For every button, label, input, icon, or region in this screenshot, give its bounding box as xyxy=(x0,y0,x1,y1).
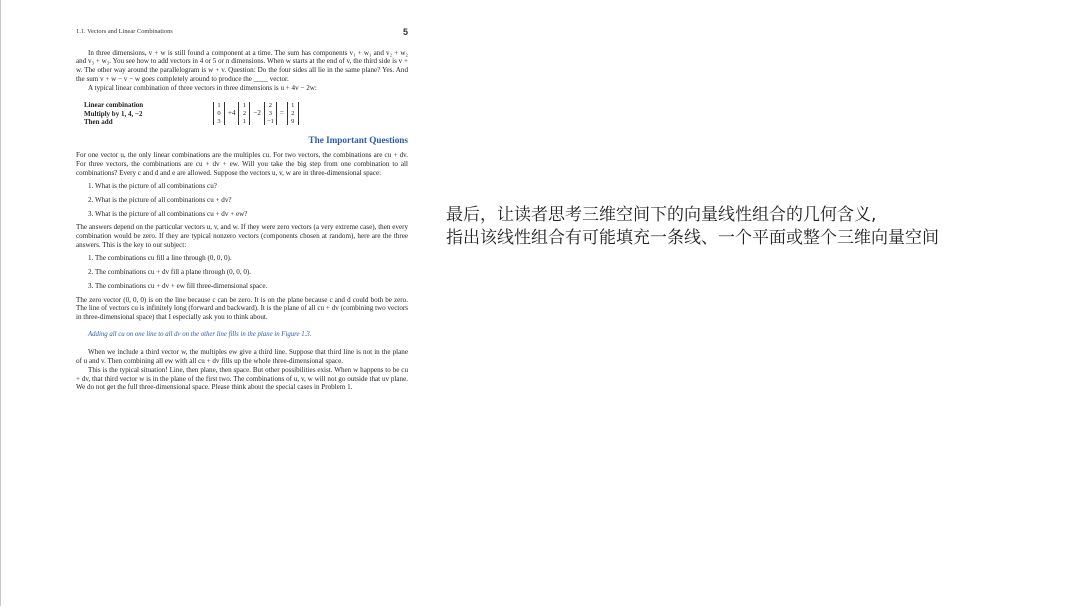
figure-caption: Adding all cu on one line to all dv on the other line fills in the plane in Figure 1.3. xyxy=(88,330,312,338)
paragraph-three-dimensions: In three dimensions, v + w is still found a component at a time. The sum has components v₁ + w₁ and v₂ + w₂ and v₃ + w₃. You see how to add vectors in 4 or 5 or n dimensions. When w starts at the end of v, the third side is v + w. The other way around the parallelogram is w + v. Question: Do the four sides all lie in the same plane? Yes. And the sum v + w − v − w goes completely around to produce the ____ vector. xyxy=(76,48,408,83)
operator: = xyxy=(279,109,284,118)
textbook-page xyxy=(76,28,408,392)
running-head: 1.1. Vectors and Linear Combinations xyxy=(76,28,173,35)
paragraph-zero-vector: The zero vector (0, 0, 0) is on the line because c can be zero. It is on the plane because c and d could both be zero. The line of vectors cu is infinitely long (forward and backward). It is the plane of all cu + dv (combining two vectors in three-dimensional space) that I especially ask you to think about. xyxy=(76,295,408,321)
answer-list xyxy=(88,254,408,290)
operator: +4 xyxy=(228,109,236,118)
paragraph-typical-combination: A typical linear combination of three vectors in three dimensions is u + 4v − 2w: xyxy=(88,83,317,92)
question-item: 3. What is the picture of all combinations cu + dv + ew? xyxy=(88,209,248,218)
question-item: 1. What is the picture of all combinations cu? xyxy=(88,182,217,191)
section-title: The Important Questions xyxy=(308,135,408,146)
page-header xyxy=(76,28,408,37)
page-number: 5 xyxy=(402,27,408,37)
answer-item: 1. The combinations cu fill a line through (0, 0, 0). xyxy=(88,254,232,263)
vector-u: 1 0 3 xyxy=(213,102,225,125)
vector-v: 1 2 1 xyxy=(238,102,250,125)
annotation-line-1: 最后，让读者思考三维空间下的向量线性组合的几何含义, xyxy=(446,205,877,225)
question-list xyxy=(88,182,408,218)
linear-combination-labels xyxy=(84,101,212,126)
paragraph-typical-situation: This is the typical situation! Line, then plane, then space. But other possibilities exist. When w happens to be cu + dv, that third vector w is in the plane of the first two. The combinations of u, v, w will not go outside that uv plane. We do not get the full three-dimensional space. Please think about the special cases in Problem 1. xyxy=(76,365,408,392)
paragraph-questions-intro: For one vector u, the only linear combinations are the multiples cu. For two vectors, the combinations are cu + dv. For three vectors, the combinations are cu + dv + ew. Will you take the big step from one combination to all combinations? Every c and d and e are allowed. Suppose the vectors u, v, w are in three-dimensional space: xyxy=(76,151,408,177)
label-linear-combination: Linear combination xyxy=(84,101,144,110)
label-multiply: Multiply by 1, 4, −2 xyxy=(84,109,143,118)
question-item: 2. What is the picture of all combinations cu + dv? xyxy=(88,195,232,204)
operator: −2 xyxy=(253,109,261,118)
label-then-add: Then add xyxy=(84,118,113,127)
paragraph-third-vector: When we include a third vector w, the multiples ew give a third line. Suppose that third line is not in the plane of u and v. Then combining all ew with all cu + dv fills up the whole three-dimensional space. xyxy=(76,348,408,366)
answer-item: 3. The combinations cu + dv + ew fill three-dimensional space. xyxy=(88,281,268,290)
answer-item: 2. The combinations cu + dv fill a plane through (0, 0, 0). xyxy=(88,268,252,277)
linear-combination-example xyxy=(84,101,408,126)
vector-w: 2 3 −1 xyxy=(264,102,277,125)
vector-result: 1 2 9 xyxy=(287,102,299,125)
paragraph-answers-intro: The answers depend on the particular vectors u, v, and w. If they were zero vectors (a very extreme case), then every combination would be zero. If they are typical nonzero vectors (components chosen at random), here are the three answers. This is the key to our subject: xyxy=(76,223,408,249)
annotation-text xyxy=(446,204,939,250)
annotation-line-2: 指出该线性组合有可能填充一条线、一个平面或整个三维向量空间 xyxy=(446,228,939,248)
